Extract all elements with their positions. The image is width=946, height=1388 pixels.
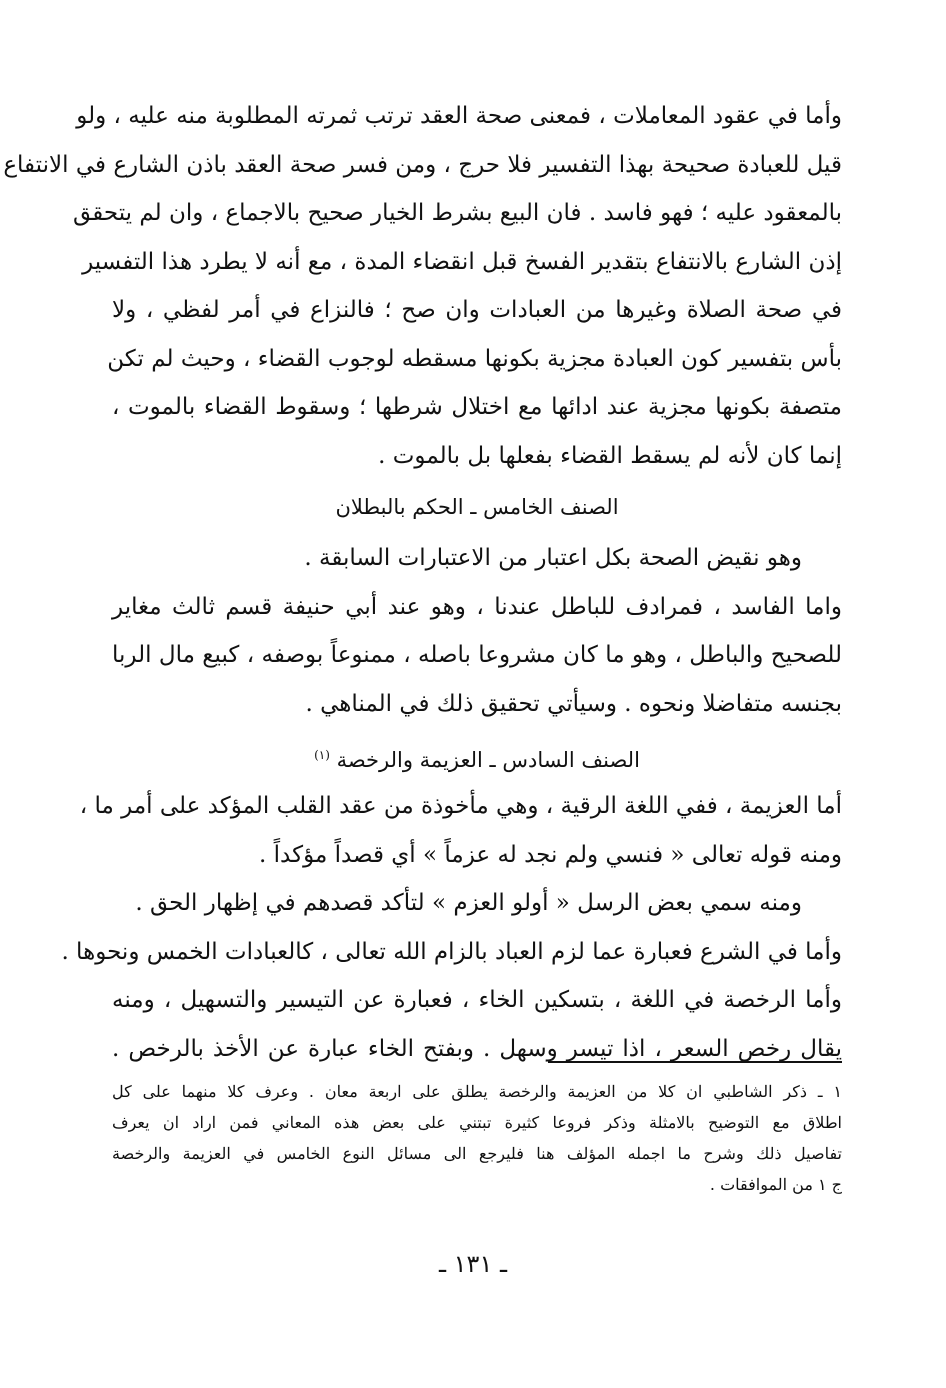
footnote-line: ١ ـ ذكر الشاطبي ان كلا من العزيمة والرخصة يطلق على اربعة معان . وعرف كلا منهما على كل — [112, 1082, 842, 1101]
text-line: أما العزيمة ، ففي اللغة الرقية ، وهي مأخوذة من عقد القلب المؤكد على أمر ما ، — [79, 793, 842, 819]
text-line: وأما في الشرع فعبارة عما لزم العباد بالزام الله تعالى ، كالعبادات الخمس ونحوها . — [61, 938, 842, 965]
text-line: يقال رخص السعر ، اذا تيسر وسهل . وبفتح الخاء عبارة عن الأخذ بالرخص . — [112, 1035, 842, 1062]
text-line: بأس بتفسير كون العبادة مجزية بكونها مسقطه لوجوب القضاء ، وحيث لم تكن — [107, 345, 842, 372]
paragraph-azima-rukhsa — [61, 782, 842, 1073]
text-line: قيل للعبادة صحيحة بهذا التفسير فلا حرج ، ومن فسر صحة العقد باذن الشارع في الانتفاع — [3, 151, 842, 178]
text-line: للصحيح والباطل ، وهو ما كان مشروعا باصله ، ممنوعاً بوصفه ، كبيع مال الربا — [112, 642, 842, 668]
text-line: بالمعقود عليه ؛ فهو فاسد . فان البيع بشرط الخيار صحيح بالاجماع ، وان لم يتحقق — [73, 200, 842, 226]
paragraph-contract-validity — [3, 92, 842, 480]
text-line: وأما في عقود المعاملات ، فمعنى صحة العقد ترتب ثمرته المطلوبة منه عليه ، ولو — [76, 103, 842, 129]
section-heading-fifth: الصنف الخامس ـ الحكم بالبطلان — [335, 495, 619, 519]
footnote-line: ج ١ من الموافقات . — [709, 1175, 842, 1194]
text-line: بجنسه متفاضلا ونحوه . وسيأتي تحقيق ذلك في المناهي . — [305, 690, 842, 717]
text-line: في صحة الصلاة وغيرها من العبادات وان صح ؛ فالنزاع في أمر لفظي ، ولا — [112, 297, 842, 323]
text-line: وهو نقيض الصحة بكل اعتبار من الاعتبارات السابقة . — [304, 545, 802, 571]
text-line: متصفة بكونها مجزية عند ادائها مع اختلال شرطها ؛ وسقوط القضاء بالموت ، — [112, 394, 842, 420]
footnote-marker: (١) — [314, 748, 330, 762]
footnote-line: اطلاق مع التوضيح بالامثلة وذكر فروعا كثيرة تبتني على بعض هذه المعاني فمن اراد ان يعرف — [112, 1113, 842, 1132]
text-line: ومنه سمي بعض الرسل « أولو العزم » لتأكد قصدهم في إظهار الحق . — [135, 890, 802, 916]
text-line: واما الفاسد ، فمرادف للباطل عندنا ، وهو عند أبي حنيفة قسم ثالث مغاير — [112, 593, 842, 620]
paragraph-nullity — [112, 534, 842, 728]
text-line: ومنه قوله تعالى « فنسي ولم نجد له عزماً » أي قصداً مؤكداً . — [259, 841, 842, 868]
page-number: ـ ١٣١ ـ — [438, 1250, 507, 1278]
main-text — [3, 92, 842, 1073]
section-heading-sixth — [112, 728, 842, 782]
footnote — [112, 1076, 842, 1200]
footnote-line: تفاصيل ذلك وشرح ما اجمله المؤلف هنا فليرجع الى مسائل النوع الخامس في العزيمة والرخصة — [112, 1144, 842, 1163]
footnote-separator — [548, 1061, 842, 1063]
text-line: إنما كان لأنه لم يسقط القضاء بفعلها بل بالموت . — [378, 442, 842, 469]
section-heading-sixth-text: الصنف السادس ـ العزيمة والرخصة — [336, 748, 640, 772]
text-line: إذن الشارع بالانتفاع بتقدير الفسخ قبل انقضاء المدة ، مع أنه لا يطرد هذا التفسير — [82, 248, 842, 275]
text-line: وأما الرخصة في اللغة ، بتسكين الخاء ، فعبارة عن التيسير والتسهيل ، ومنه — [112, 987, 842, 1013]
